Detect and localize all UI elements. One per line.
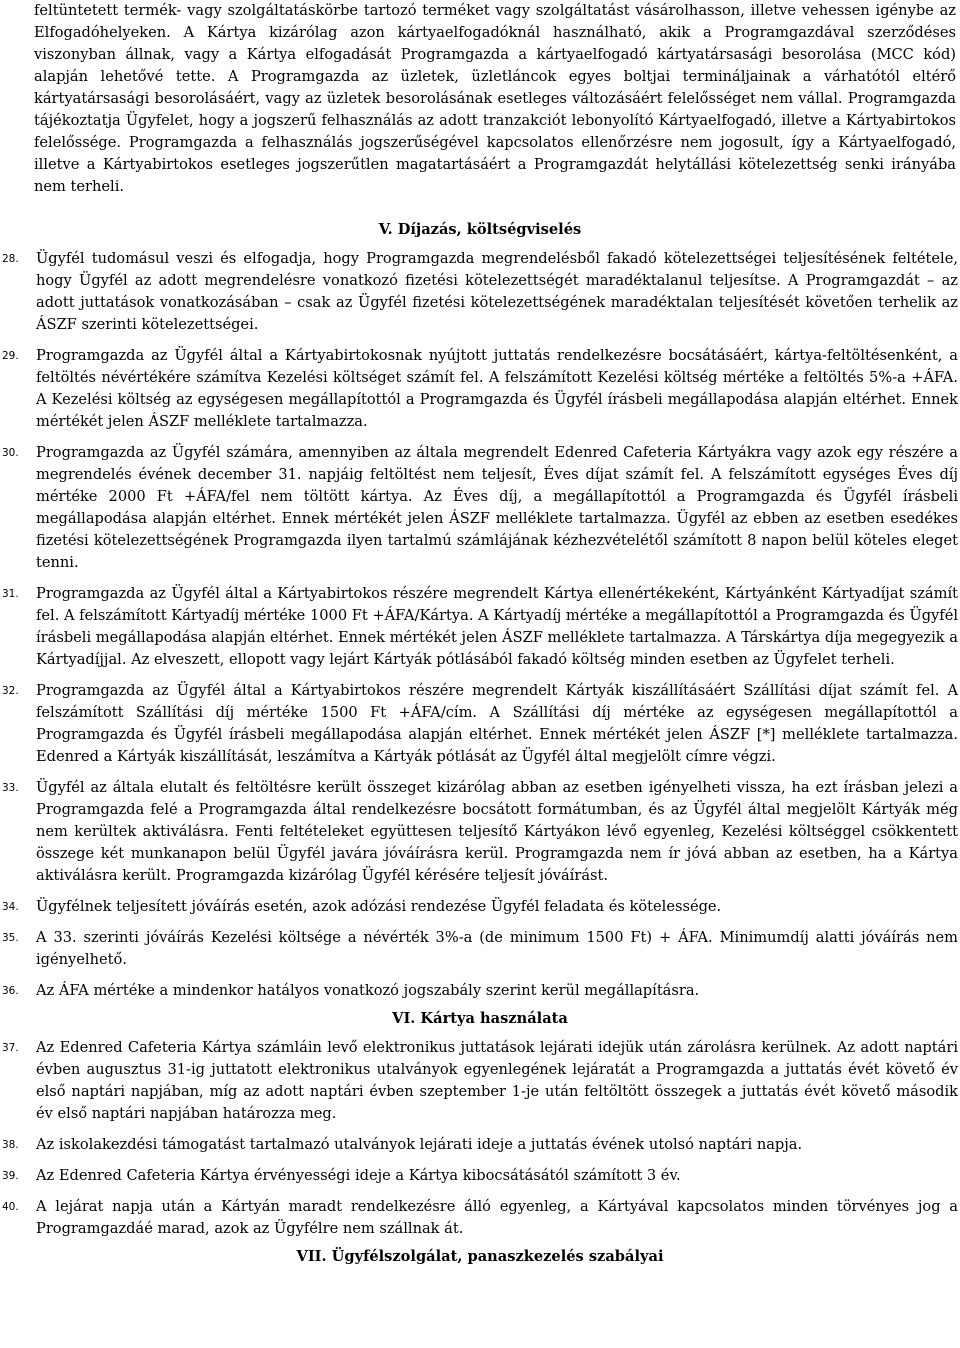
list-item [2, 680, 958, 768]
section-vi-list [2, 1037, 958, 1240]
item-number: 37. [2, 1042, 19, 1054]
item-text: Az Edenred Cafeteria Kártya érvényességi ideje a Kártya kibocsátásától számított 3 év. [36, 1167, 681, 1184]
list-item [2, 1134, 958, 1156]
section-heading-vii: VII. Ügyfélszolgálat, panaszkezelés szabályai [296, 1248, 664, 1265]
list-item [2, 777, 958, 887]
item-number: 33. [2, 782, 19, 794]
list-item [2, 1196, 958, 1240]
item-number: 38. [2, 1139, 19, 1151]
item-text: Programgazda az Ügyfél számára, amennyiben az általa megrendelt Edenred Cafeteria Kártyákra vagy azok egy részére a megrendelés évének december 31. napjáig feltöltést nem teljesít, Éves díjat számít fel. A felszámított egységes Éves díj mértéke 2000 Ft +ÁFA/fel nem töltött kártya. Az Éves díj, a megállapítottól a Programgazda és Ügyfél írásbeli megállapodása alapján eltérhet. Ennek mértékét jelen ÁSZF melléklete tartalmazza. Ügyfél az ebben az esetben esedékes fizetési kötelezettségének Programgazda ilyen tartalmú számlájának kézhezvételétől számított 8 napon belül köteles eleget tenni. [36, 444, 958, 571]
item-text: Programgazda az Ügyfél által a Kártyabirtokosnak nyújtott juttatás rendelkezésre bocsátásáért, kártya-feltöltésenként, a feltöltés névértékére számítva Kezelési költséget számít fel. A felszámított Kezelési költség mértéke a feltöltés 5%-a +ÁFA. A Kezelési költség az egységesen megállapítottól a Programgazda és Ügyfél írásbeli megállapodása alapján eltérhet. Ennek mértékét jelen ÁSZF melléklete tartalmazza. [36, 347, 958, 430]
section-heading-v: V. Díjazás, költségviselés [378, 221, 582, 238]
item-number: 29. [2, 350, 19, 362]
item-text: Ügyfél az általa elutalt és feltöltésre került összeget kizárólag abban az esetben igényelheti vissza, ha ezt írásban jelezi a Programgazda felé a Programgazda által rendelkezésre bocsátott formátumban, és az Ügyfél által megjelölt Kártyák még nem kerültek aktiválásra. Fenti feltételeket együttesen teljesítő Kártyákon lévő egyenleg, Kezelési költséggel csökkentett összege két munkanapon belül Ügyfél javára jóváírásra kerül. Programgazda nem ír jóvá abban az esetben, ha a Kártya aktiválásra került. Programgazda kizárólag Ügyfél kérésére teljesít jóváírást. [36, 779, 958, 884]
item-number: 34. [2, 901, 19, 913]
section-heading-vi: VI. Kártya használata [392, 1010, 568, 1027]
item-number: 35. [2, 932, 19, 944]
item-text: Az ÁFA mértéke a mindenkor hatályos vonatkozó jogszabály szerint kerül megállapításra. [36, 982, 700, 999]
item-number: 31. [2, 588, 19, 600]
item-text: A 33. szerinti jóváírás Kezelési költsége a névérték 3%-a (de minimum 1500 Ft) + ÁFA. Minimumdíj alatti jóváírás nem igényelhető. [36, 929, 958, 968]
list-item [2, 1165, 958, 1187]
intro-paragraph: feltüntetett termék- vagy szolgáltatáskörbe tartozó terméket vagy szolgáltatást vásárolhasson, illetve vehessen igénybe az Elfogadóhelyeken. A Kártya kizárólag azon kártyaelfogadóknál használható, akik a Programgazdával szerződéses viszonyban állnak, vagy a Kártya elfogadását Programgazda a kártyaelfogadó kártyatársasági besorolása (MCC kód) alapján lehetővé tette. A Programgazda az üzletek, üzletláncok egyes boltjai termináljainak a várhatótól eltérő kártyatársasági besorolásáért, vagy az üzletek besorolásának esetleges változásáért felelősséget nem vállal. Programgazda tájékoztatja Ügyfelet, hogy a jogszerű felhasználás az adott tranzakciót lebonyolító Kártyaelfogadó, illetve a Kártyabirtokos felelőssége. Programgazda a felhasználás jogszerűségével kapcsolatos ellenőrzésre nem jogosult, így a Kártyaelfogadó, illetve a Kártyabirtokos esetleges jogszerűtlen magatartásáért a Programgazdát helytállási kötelezettség senki irányába nem terheli. [34, 2, 956, 195]
item-text: A lejárat napja után a Kártyán maradt rendelkezésre álló egyenleg, a Kártyával kapcsolatos minden törvényes jog a Programgazdáé marad, azok az Ügyfélre nem szállnak át. [36, 1198, 958, 1237]
item-text: Programgazda az Ügyfél által a Kártyabirtokos részére megrendelt Kártyák kiszállításáért Szállítási díjat számít fel. A felszámított Szállítási díj mértéke 1500 Ft +ÁFA/cím. A Szállítási díj mértéke az egységesen megállapítottól a Programgazda és Ügyfél írásbeli megállapodása alapján eltérhet. Ennek mértékét jelen ÁSZF [*] melléklete tartalmazza. Edenred a Kártyák kiszállítását, leszámítva a Kártyák pótlását az Ügyfél által megjelölt címre végzi. [36, 682, 958, 765]
section-v-list [2, 248, 958, 1002]
item-number: 40. [2, 1201, 19, 1213]
list-item [2, 248, 958, 336]
item-number: 30. [2, 447, 19, 459]
item-number: 36. [2, 985, 19, 997]
list-item [2, 345, 958, 433]
item-number: 28. [2, 253, 19, 265]
list-item [2, 927, 958, 971]
item-text: Az Edenred Cafeteria Kártya számláin levő elektronikus juttatások lejárati idejük után zárolásra kerülnek. Az adott naptári évben augusztus 31-ig juttatott elektronikus utalványok egyenlegének lejáratát a Programgazda a juttatás évét követő év első naptári napjában, míg az adott naptári évben szeptember 1-je után feltöltött összegek a juttatás évét követő második év első naptári napjában határozza meg. [36, 1039, 958, 1122]
item-text: Az iskolakezdési támogatást tartalmazó utalványok lejárati ideje a juttatás évének utolsó naptári napja. [36, 1136, 803, 1153]
item-text: Programgazda az Ügyfél által a Kártyabirtokos részére megrendelt Kártya ellenértékeként, Kártyánként Kártyadíjat számít fel. A felszámított Kártyadíj mértéke 1000 Ft +ÁFA/Kártya. A Kártyadíj mértéke a megállapítottól a Programgazda és Ügyfél írásbeli megállapodása alapján eltérhet. Ennek mértékét jelen ÁSZF melléklete tartalmazza. A Társkártya díja megegyezik a Kártyadíjjal. Az elveszett, ellopott vagy lejárt Kártyák pótlásából fakadó költség minden esetben az Ügyfelet terheli. [36, 585, 958, 668]
list-item [2, 896, 958, 918]
item-text: Ügyfél tudomásul veszi és elfogadja, hogy Programgazda megrendelésből fakadó kötelezettségei teljesítésének feltétele, hogy Ügyfél az adott megrendelésre vonatkozó fizetési kötelezettségét maradéktalanul teljesítse. A Programgazdát – az adott juttatások vonatkozásában – csak az Ügyfél fizetési kötelezettségének maradéktalan teljesítését követően terhelik az ÁSZF szerinti kötelezettségei. [36, 250, 958, 333]
item-text: Ügyfélnek teljesített jóváírás esetén, azok adózási rendezése Ügyfél feladata és kötelessége. [36, 898, 722, 915]
item-number: 32. [2, 685, 19, 697]
list-item [2, 980, 958, 1002]
list-item [2, 583, 958, 671]
list-item [2, 442, 958, 574]
item-number: 39. [2, 1170, 19, 1182]
list-item [2, 1037, 958, 1125]
